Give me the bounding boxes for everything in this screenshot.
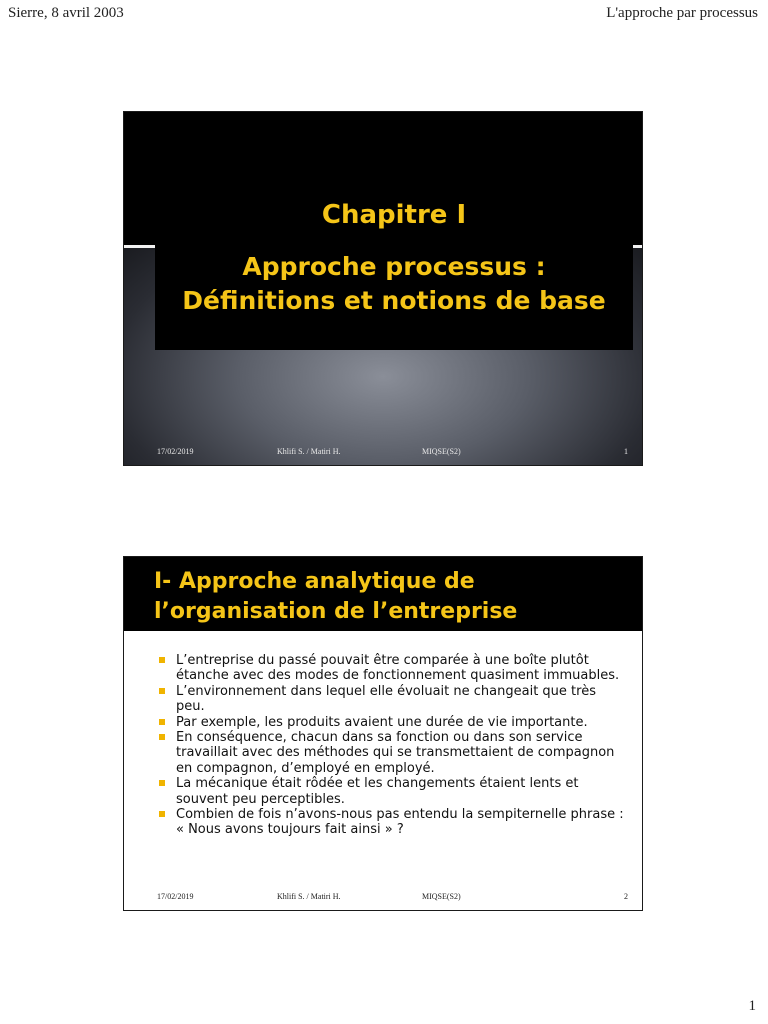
square-bullet-icon <box>159 719 165 725</box>
square-bullet-icon <box>159 688 165 694</box>
page-header-right: L'approche par processus <box>606 5 758 21</box>
slide-title-line-1: I- Approche analytique de <box>154 569 475 594</box>
slide-title <box>154 567 517 627</box>
slide-1 <box>123 111 643 466</box>
slide-title-line-1: Approche processus : <box>242 252 546 281</box>
slide-title <box>182 250 606 318</box>
bullet-item: Combien de fois n’avons-nous pas entendu la sempiternelle phrase : « Nous avons toujours fait ainsi » ? <box>176 807 628 838</box>
footer-course: MIQSE(S2) <box>422 447 461 456</box>
slide-2 <box>123 556 643 911</box>
title-box <box>155 184 633 350</box>
slide-title-line-2: l’organisation de l’entreprise <box>154 599 518 624</box>
footer-slide-number: 2 <box>624 892 628 901</box>
square-bullet-icon <box>159 657 165 663</box>
square-bullet-icon <box>159 811 165 817</box>
square-bullet-icon <box>159 780 165 786</box>
footer-authors: Khlifi S. / Matiri H. <box>277 892 341 901</box>
footer-date: 17/02/2019 <box>157 892 194 901</box>
footer-course: MIQSE(S2) <box>422 892 461 901</box>
slide-title-line-2: Définitions et notions de base <box>182 286 606 315</box>
slide-header-band <box>124 557 642 631</box>
bullet-item: La mécanique était rôdée et les changements étaient lents et souvent peu perceptibles. <box>176 776 628 807</box>
page-header-left: Sierre, 8 avril 2003 <box>8 5 124 21</box>
slide-footer <box>124 892 642 904</box>
bullet-item: L’entreprise du passé pouvait être comparée à une boîte plutôt étanche avec des modes de fonctionnement quasiment immuables. <box>176 653 628 684</box>
page-number: 1 <box>748 998 756 1014</box>
bullet-item: Par exemple, les produits avaient une durée de vie importante. <box>176 715 628 730</box>
footer-authors: Khlifi S. / Matiri H. <box>277 447 341 456</box>
footer-date: 17/02/2019 <box>157 447 194 456</box>
footer-slide-number: 1 <box>624 447 628 456</box>
chapter-title: Chapitre I <box>321 200 467 230</box>
bullet-list <box>176 653 628 838</box>
bullet-item: L’environnement dans lequel elle évoluait ne changeait que très peu. <box>176 684 628 715</box>
bullet-item: En conséquence, chacun dans sa fonction ou dans son service travaillait avec des méthodes qui se transmettaient de compagnon en compagnon, d’employé en employé. <box>176 730 628 776</box>
slide-footer <box>124 447 642 459</box>
square-bullet-icon <box>159 734 165 740</box>
